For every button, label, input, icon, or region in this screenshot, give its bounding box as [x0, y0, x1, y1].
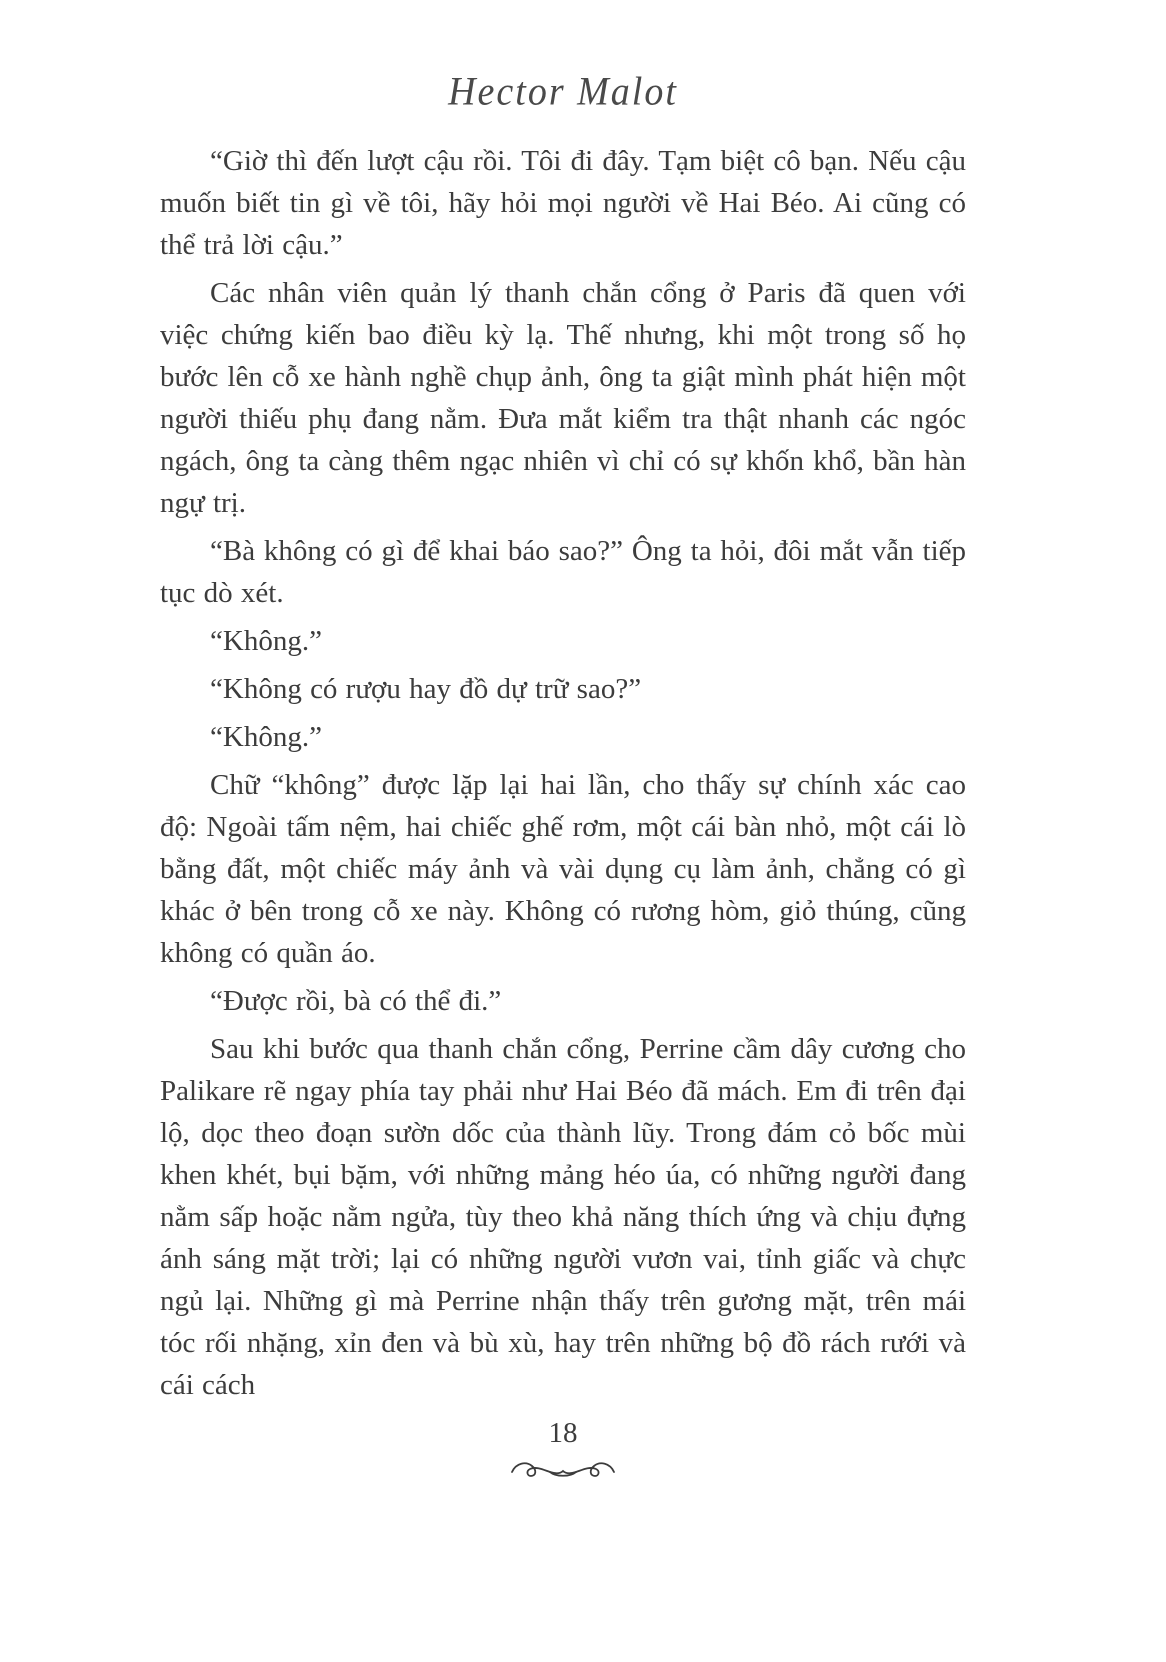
page-number: 18: [548, 1417, 578, 1449]
author-name-header: Hector Malot: [448, 69, 678, 115]
paragraph: “Không.”: [210, 625, 322, 657]
paragraph: Sau khi bước qua thanh chắn cổng, Perrine cầm dây cương cho Palikare rẽ ngay phía tay phải như Hai Béo đã mách. Em đi trên đại lộ, dọc theo đoạn sườn dốc của thành lũy. Trong đám cỏ bốc mùi khen khét, bụi bặm, với những mảng héo úa, có những người đang nằm sấp hoặc nằm ngửa, tùy theo khả năng thích ứng và chịu đựng ánh sáng mặt trời; lại có những người vươn vai, tỉnh giấc và chực ngủ lại. Những gì mà Perrine nhận thấy trên gương mặt, trên mái tóc rối nhặng, xỉn đen và bù xù, hay trên những bộ đồ rách rưới và cái cách: [160, 1033, 966, 1401]
paragraph: “Không có rượu hay đồ dự trữ sao?”: [210, 673, 642, 705]
footer-ornament-flourish-icon: [508, 1456, 618, 1487]
page-header: [160, 70, 966, 114]
paragraph: “Bà không có gì để khai báo sao?” Ông ta hỏi, đôi mắt vẫn tiếp tục dò xét.: [160, 535, 966, 609]
page-body-text: [160, 140, 966, 1406]
paragraph: “Không.”: [210, 721, 322, 753]
paragraph: Chữ “không” được lặp lại hai lần, cho thấy sự chính xác cao độ: Ngoài tấm nệm, hai chiếc ghế rơm, một cái bàn nhỏ, một cái lò bằng đất, một chiếc máy ảnh và vài dụng cụ làm ảnh, chẳng có gì khác ở bên trong cỗ xe này. Không có rương hòm, giỏ thúng, cũng không có quần áo.: [160, 769, 966, 969]
paragraph: Các nhân viên quản lý thanh chắn cổng ở Paris đã quen với việc chứng kiến bao điều kỳ lạ. Thế nhưng, khi một trong số họ bước lên cỗ xe hành nghề chụp ảnh, ông ta giật mình phát hiện một người thiếu phụ đang nằm. Đưa mắt kiểm tra thật nhanh các ngóc ngách, ông ta càng thêm ngạc nhiên vì chỉ có sự khốn khổ, bần hàn ngự trị.: [160, 277, 966, 519]
page-footer: [160, 1416, 966, 1487]
paragraph: “Giờ thì đến lượt cậu rồi. Tôi đi đây. Tạm biệt cô bạn. Nếu cậu muốn biết tin gì về tôi, hãy hỏi mọi người về Hai Béo. Ai cũng có thể trả lời cậu.”: [160, 145, 966, 261]
paragraph: “Được rồi, bà có thể đi.”: [210, 985, 502, 1017]
